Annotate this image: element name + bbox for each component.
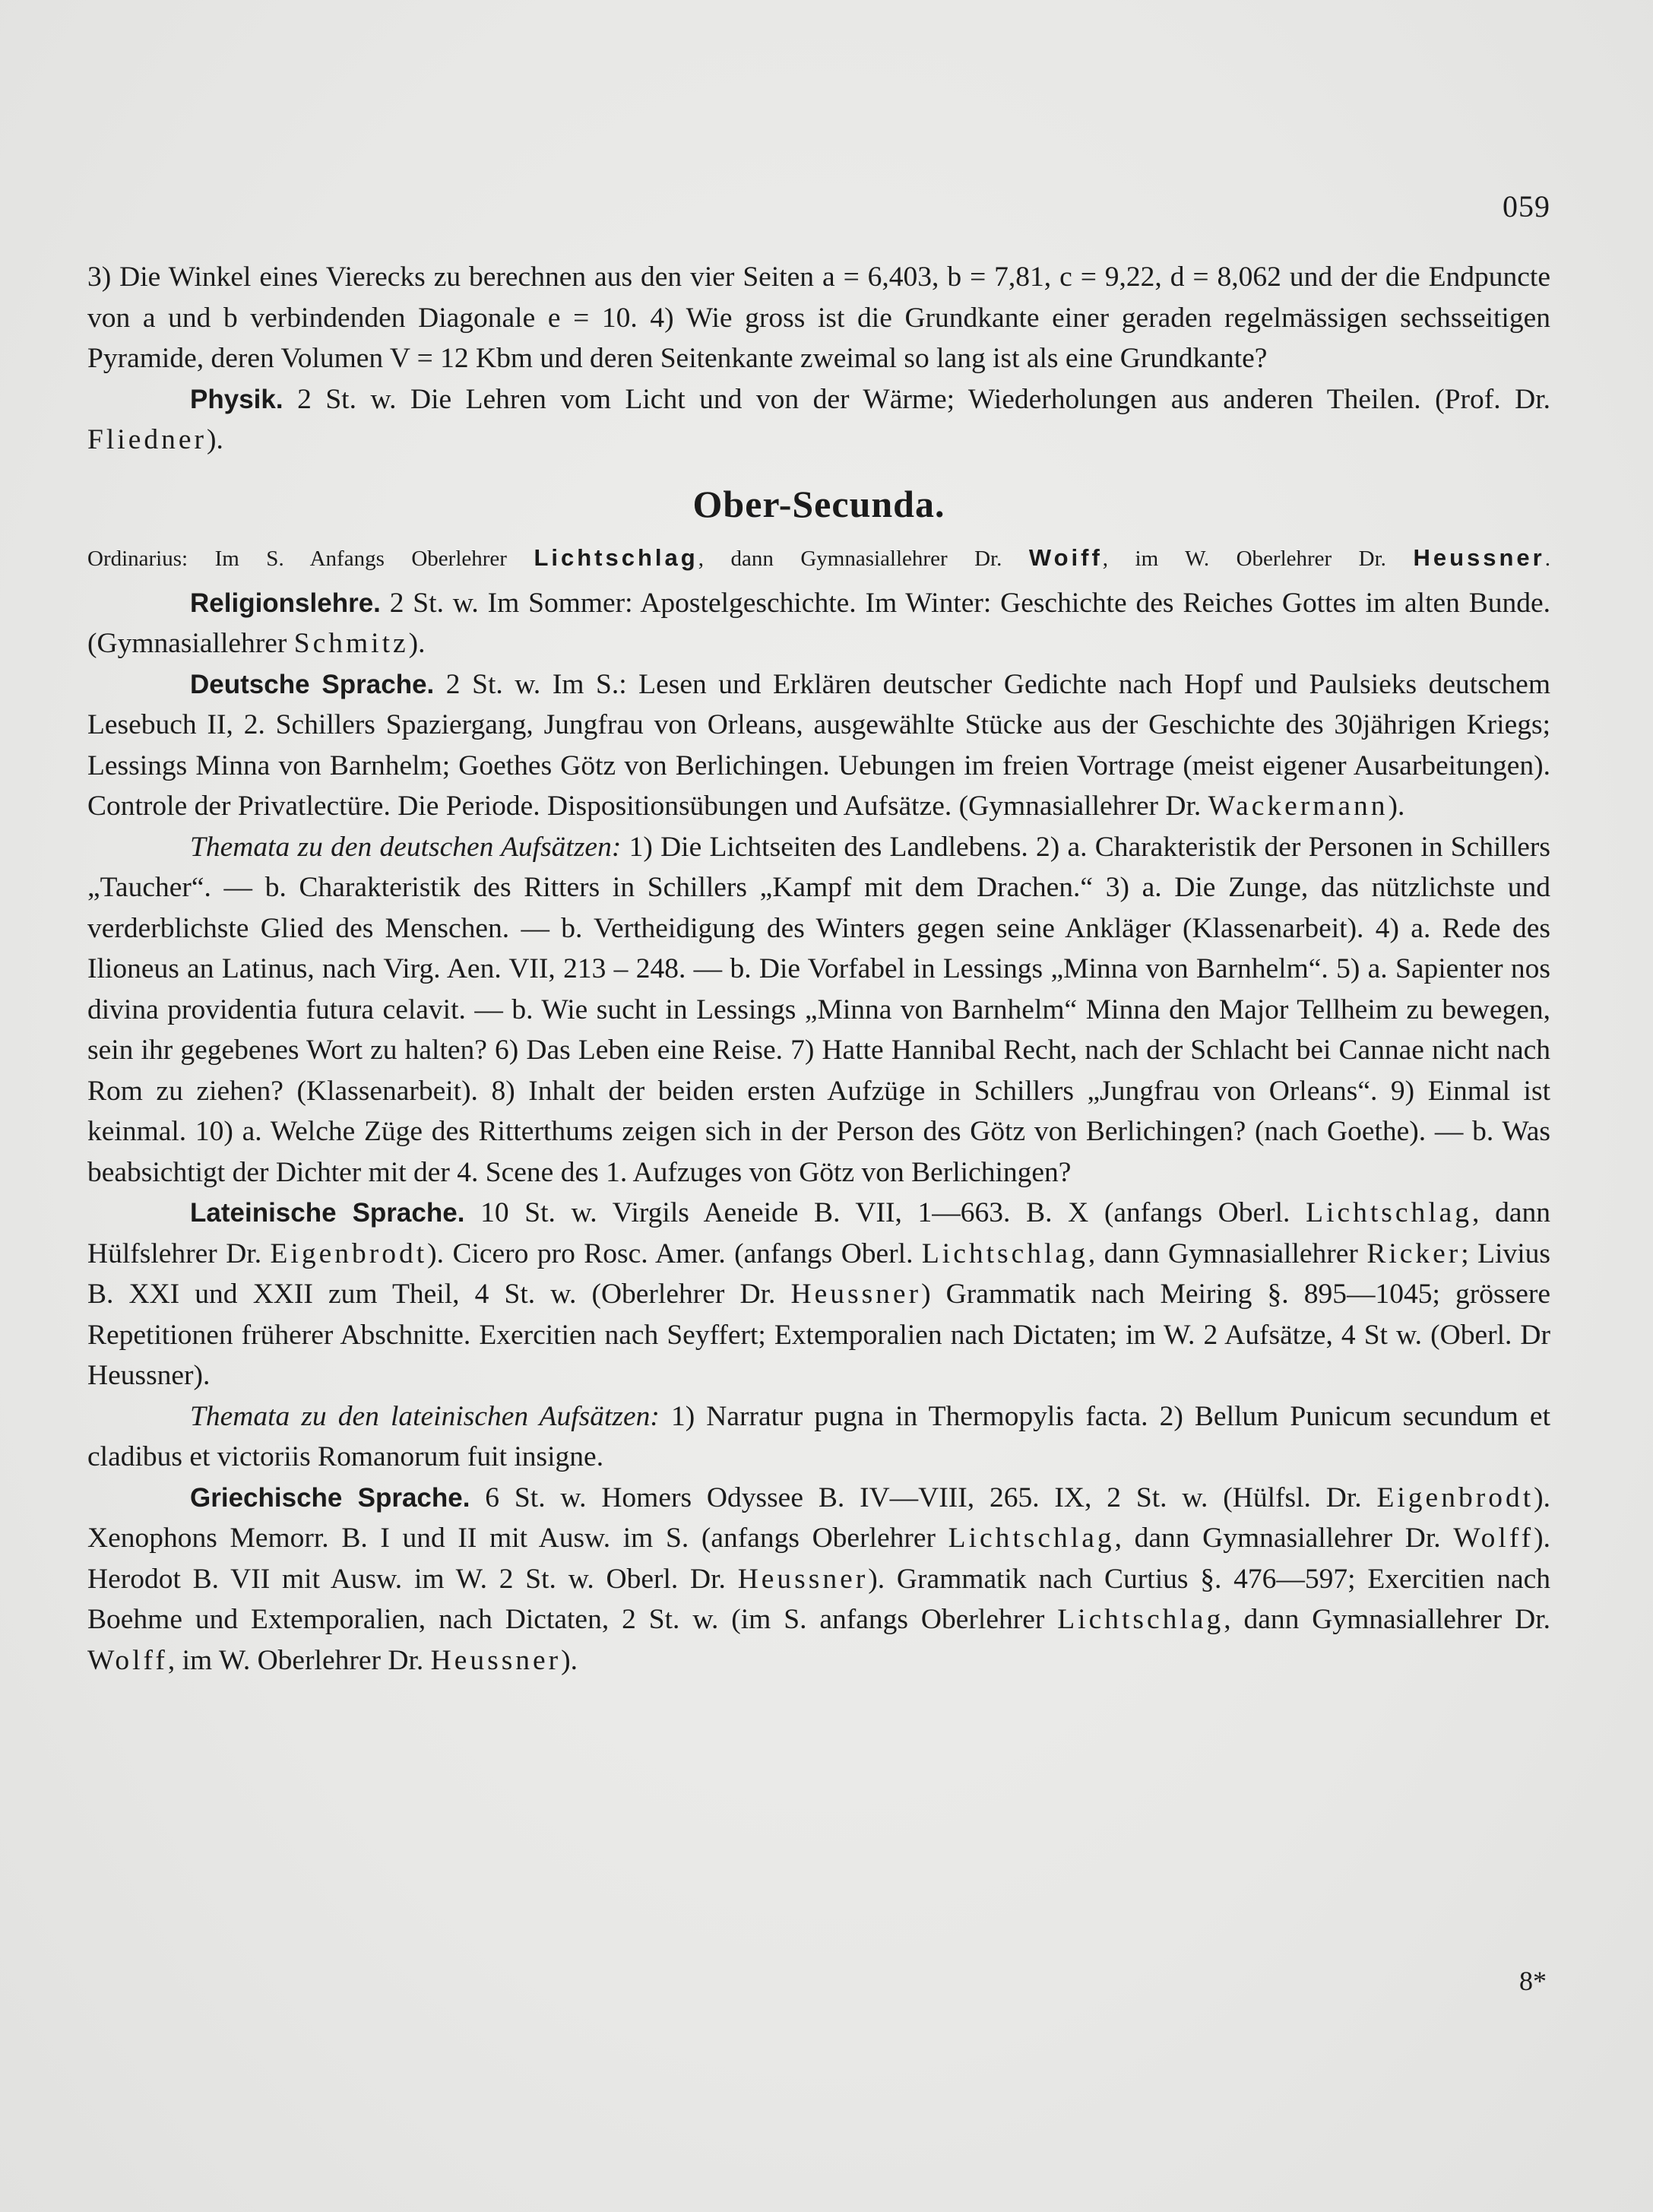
teacher-name: Lichtschlag: [534, 543, 698, 571]
subject-heading-latein: Lateinische Sprache.: [190, 1198, 465, 1228]
teacher-name: Lichtschlag: [921, 1238, 1088, 1269]
teacher-name: Lichtschlag: [1057, 1604, 1224, 1635]
paragraph-religion: [87, 583, 1550, 664]
text: 10 St. w. Virgils Aeneide B. VII, 1—663. B. X (anfangs Oberl.: [464, 1197, 1306, 1228]
teacher-name: Wolff: [87, 1644, 168, 1676]
teacher-name: Ricker: [1366, 1238, 1461, 1269]
text: , im W. Oberlehrer Dr.: [167, 1644, 431, 1676]
teacher-name: Eigenbrodt: [270, 1238, 428, 1269]
teacher-name: Heussner: [790, 1279, 922, 1310]
text: .: [1544, 546, 1550, 571]
text: ).: [408, 628, 426, 659]
text: 2 St. w. Die Lehren vom Licht und von der Wärme; Wiederholungen aus anderen Theilen. (Prof. Dr.: [283, 383, 1550, 415]
ordinarius-line: [87, 538, 1550, 578]
text: 2 St. w. Im S.: Lesen und Erklären deutscher Gedichte nach Hopf und Paulsieks deutschem Lesebuch II, 2. Schillers Spaziergang, Jungfrau von Orleans, ausgewählte Stücke aus der Geschichte des 30jährigen Kriegs; Lessings Minna von Barnhelm; Goethes Götz von Berlichingen. Uebungen im freien Vortrage (meist eigener Ausarbeitungen). Controle der Privatlectüre. Die Periode. Dispositionsübungen und Aufsätze. (Gymnasiallehrer Dr.: [87, 668, 1550, 822]
paragraph-griechisch: [87, 1478, 1550, 1681]
text: ). Grammatik nach Curtius §. 476—597; Exercitien nach Boehme und Extemporalien, nach Dictaten, 2 St. w. (im S. anfangs Oberlehrer: [87, 1563, 1550, 1635]
paragraph-latein-themata: [87, 1396, 1550, 1478]
page-body: [87, 257, 1550, 1681]
text: , dann Hülfslehrer Dr.: [87, 1197, 1550, 1269]
text: ).: [206, 424, 223, 455]
teacher-name: Wolff: [1453, 1523, 1534, 1554]
teacher-name: Woiff: [1028, 543, 1103, 571]
teacher-name: Lichtschlag: [1306, 1197, 1473, 1228]
text: ). Xenophons Memorr. B. I und II mit Ausw. im S. (anfangs Oberlehrer: [87, 1482, 1550, 1554]
teacher-name: Lichtschlag: [948, 1523, 1115, 1554]
subject-heading-griechisch: Griechische Sprache.: [190, 1482, 470, 1513]
text: ).: [561, 1644, 578, 1676]
printer-signature: 8*: [1519, 1966, 1547, 1996]
text: ).: [1388, 791, 1405, 822]
themata-label: Themata zu den lateinischen Aufsätzen:: [190, 1400, 660, 1432]
teacher-name: Heussner: [430, 1644, 562, 1676]
text: , dann Gymnasiallehrer Dr.: [1114, 1523, 1454, 1554]
text: 2 St. w. Im Sommer: Apostelgeschichte. Im Winter: Geschichte des Reiches Gottes im alten Bunde. (Gymnasiallehrer: [87, 587, 1550, 659]
text: , dann Gymnasiallehrer Dr.: [698, 546, 1029, 571]
teacher-name: Wackermann: [1208, 791, 1389, 822]
teacher-name: Fliedner: [87, 424, 207, 455]
class-heading: Ober-Secunda.: [692, 482, 945, 525]
paragraph-mathematik-continued: 3) Die Winkel eines Vierecks zu berechnen aus den vier Seiten a = 6,403, b = 7,81, c = 9,22, d = 8,062 und der die Endpuncte von a und b verbindenden Diagonale e = 10. 4) Wie gross ist die Grundkante einer geraden regelmässigen sechsseitigen Pyramide, deren Volumen V = 12 Kbm und deren Seitenkante zweimal so lang ist als eine Grundkante?: [87, 261, 1550, 374]
subject-heading-physik: Physik.: [190, 384, 283, 414]
text: ; Livius B. XXI und XXII zum Theil, 4 St. w. (Oberlehrer Dr.: [87, 1238, 1550, 1310]
teacher-name: Eigenbrodt: [1376, 1482, 1534, 1513]
text: ). Cicero pro Rosc. Amer. (anfangs Oberl.: [427, 1238, 922, 1269]
text: , dann Gymnasiallehrer: [1088, 1238, 1367, 1269]
subject-heading-deutsch: Deutsche Sprache.: [190, 669, 435, 699]
teacher-name: Schmitz: [293, 628, 409, 659]
text: , dann Gymnasiallehrer Dr.: [1224, 1604, 1550, 1635]
text: 6 St. w. Homers Odyssee B. IV—VIII, 265. IX, 2 St. w. (Hülfsl. Dr.: [470, 1482, 1377, 1513]
text: , im W. Oberlehrer Dr.: [1102, 546, 1414, 571]
paragraph-latein: [87, 1193, 1550, 1396]
subject-heading-religion: Religionslehre.: [190, 588, 381, 618]
page-number: 059: [1503, 189, 1550, 223]
text: ) Grammatik nach Meiring §. 895—1045; grössere Repetitionen früherer Abschnitte. Exercitien nach Seyffert; Extemporalien nach Dictaten; im W. 2 Aufsätze, 4 St w. (Oberl. Dr Heussner).: [87, 1279, 1550, 1391]
teacher-name: Heussner: [737, 1563, 869, 1595]
paragraph-deutsch: [87, 664, 1550, 827]
text: Ordinarius: Im S. Anfangs Oberlehrer: [87, 546, 534, 571]
teacher-name: Heussner: [1413, 543, 1545, 571]
text: 1) Narratur pugna in Thermopylis facta. 2) Bellum Punicum secundum et cladibus et victoriis Romanorum fuit insigne.: [87, 1400, 1550, 1472]
text: 1) Die Lichtseiten des Landlebens. 2) a. Charakteristik der Personen in Schillers „Taucher“. — b. Charakteristik des Ritters in Schillers „Kampf mit dem Drachen.“ 3) a. Die Zunge, das nützlichste und verderblichste Glied des Menschen. — b. Vertheidigung des Winters gegen seine Ankläger (Klassenarbeit). 4) a. Rede des Ilioneus an Latinus, nach Virg. Aen. VII, 213 – 248. — b. Die Vorfabel in Lessings „Minna von Barnhelm“. 5) a. Sapienter nos divina providentia futura celavit. — b. Wie sucht in Lessings „Minna von Barnhelm“ Minna den Major Tellheim zu bewegen, sein ihr gegebenes Wort zu halten? 6) Das Leben eine Reise. 7) Hatte Hannibal Recht, nach der Schlacht bei Cannae nicht nach Rom zu ziehen? (Klassenarbeit). 8) Inhalt der beiden ersten Aufzüge in Schillers „Jungfrau von Orleans“. 9) Einmal ist keinmal. 10) a. Welche Züge des Ritterthums zeigen sich in der Person des Götz von Berlichingen? (nach Goethe). — b. Was beabsichtigt der Dichter mit der 4. Scene des 1. Aufzuges von Götz von Berlichingen?: [87, 831, 1550, 1188]
text: ). Herodot B. VII mit Ausw. im W. 2 St. w. Oberl. Dr.: [87, 1523, 1551, 1595]
themata-label: Themata zu den deutschen Aufsätzen:: [190, 831, 622, 863]
paragraph-physik: [87, 379, 1550, 461]
paragraph-deutsch-themata: [87, 827, 1550, 1193]
